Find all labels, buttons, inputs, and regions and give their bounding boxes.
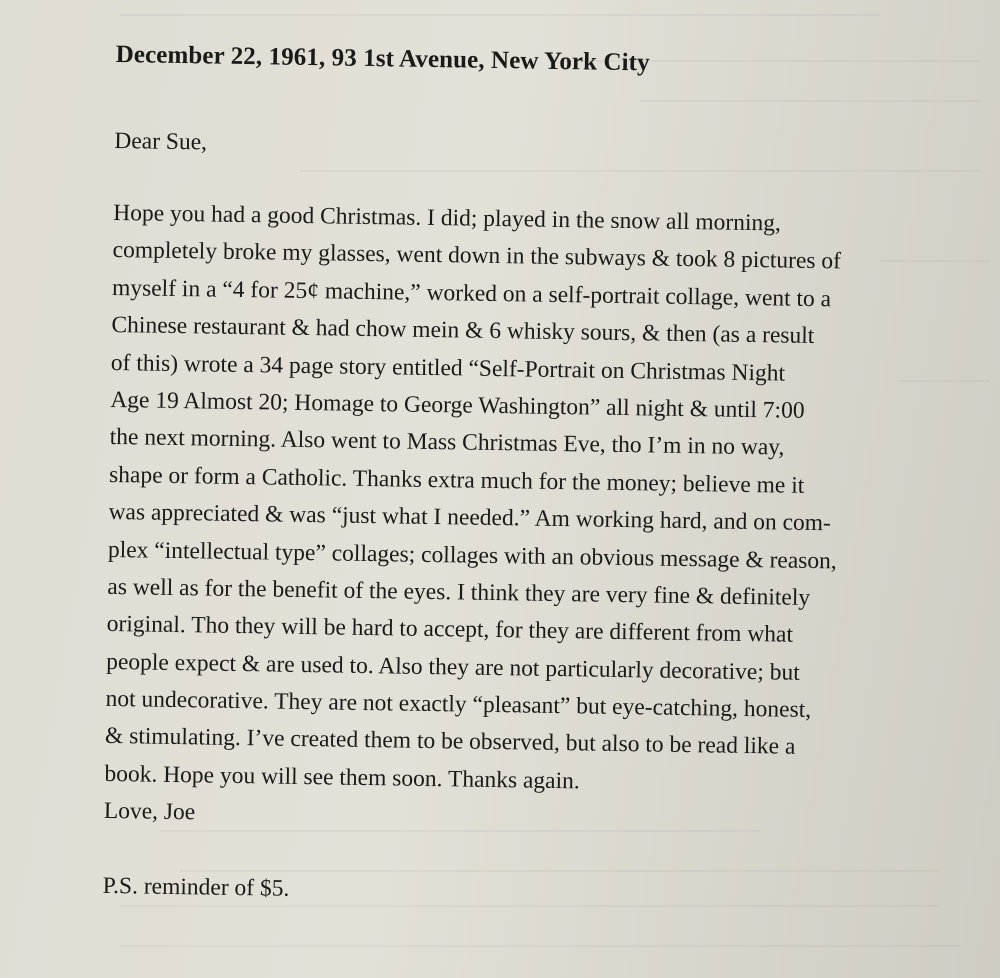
letter-body-line: people expect & are used to. Also they are not particularly decorative; but	[105, 648, 800, 686]
letter-body-line: not undecorative. They are not exactly “pleasant” but eye-catching, honest,	[105, 685, 812, 724]
letter-body-line: of this) wrote a 34 page story entitled “Self-Portrait on Christmas Night	[110, 349, 786, 387]
letter-body-line: & stimulating. I’ve created them to be observed, but also to be read like a	[104, 723, 796, 761]
letter-body-line: Age 19 Almost 20; Homage to George Washington” all night & until 7:00	[110, 386, 805, 424]
letter-salutation: Dear Sue,	[114, 127, 208, 156]
letter-body-line: original. Tho they will be hard to accept, for they are different from what	[106, 611, 794, 649]
letter-body-line: plex “intellectual type” collages; collages with an obvious message & reason,	[107, 536, 838, 574]
letter-body-line: as well as for the benefit of the eyes. I think they are very fine & definitely	[107, 573, 811, 611]
letter-body-line: the next morning. Also went to Mass Christmas Eve, tho I’m in no way,	[109, 424, 785, 461]
letter-date-address: December 22, 1961, 93 1st Avenue, New York City	[115, 40, 650, 77]
letter-postscript: P.S. reminder of $5.	[102, 872, 290, 902]
letter-body-line: Chinese restaurant & had chow mein & 6 whisky sours, & then (as a result	[111, 312, 815, 350]
letter-body-line: shape or form a Catholic. Thanks extra much for the money; believe me it	[108, 461, 805, 499]
letter	[102, 38, 935, 915]
letter-body-line: completely broke my glasses, went down in the subways & took 8 pictures of	[112, 237, 842, 275]
letter-body-line: book. Hope you will see them soon. Thanks again.	[104, 760, 580, 795]
letter-body-line: myself in a “4 for 25¢ machine,” worked on a self-portrait collage, went to a	[111, 274, 832, 313]
letter-signoff: Love, Joe	[103, 798, 196, 826]
letter-body-line: Hope you had a good Christmas. I did; played in the snow all morning,	[113, 199, 782, 237]
letter-body-line: was appreciated & was “just what I needed.” Am working hard, and on com-	[108, 499, 832, 537]
letter-body	[104, 195, 933, 806]
